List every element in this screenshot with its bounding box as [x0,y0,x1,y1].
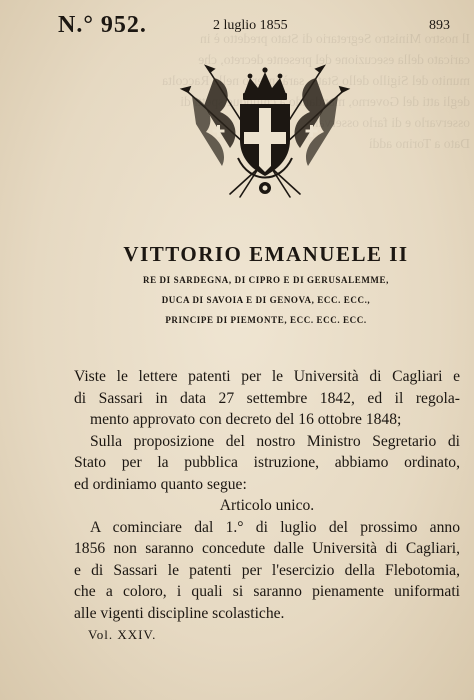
body-line: alle vigenti discipline scolastiche. [74,604,285,622]
article-heading: Articolo unico. [219,497,315,514]
body-line: Sulla proposizione del nostro Ministro Segretario di [90,432,460,450]
decree-date: 2 luglio 1855 [213,18,288,33]
savoy-crest-icon [180,62,350,212]
style-line: RE DI SARDEGNA, DI CIPRO E DI GERUSALEMME, [143,275,389,285]
body-line: ed ordiniamo quanto segue: [74,475,247,493]
body-line: Stato per la pubblica istruzione, abbiamo ordinato, [74,454,460,471]
page-header [58,12,458,42]
style-line: PRINCIPE DI PIEMONTE, ECC. ECC. ECC. [165,315,367,325]
decree-number: N.° 952. [58,12,147,38]
body-line: di Sassari in data 27 settembre 1842, ed il regola- [74,389,460,407]
style-line: DUCA DI SAVOIA E DI GENOVA, ECC. ECC., [161,295,371,305]
sovereign-styles [58,270,474,330]
bleed-through-text: Il nostro Ministro Segretario di Stato predetto è in caricato della esecuzione del presente decreto, che munito del Sigillo dello Stato, sarà inserto nella Raccolta degli atti del Governo, mandando a chiunque spetti di osservarlo e di farlo osservare. Dato a Torino addì [162,31,470,151]
body-line: Viste le lettere patenti per le Università di Cagliari e [74,368,460,385]
page-number: 893 [429,18,450,33]
body-line: 1856 non saranno concedute dalle Università di Cagliari, [74,540,460,557]
sovereign-block [0,242,474,330]
body-line: A cominciare dal 1.° di luglio del prossimo anno [90,518,460,536]
body-line: che a coloro, i quali si saranno pienamente uniformati [74,583,460,600]
body-line: mento approvato con decreto del 16 ottobre 1848; [90,411,402,428]
body-line: e di Sassari le patenti per l'esercizio della Flebotomia, [74,561,460,579]
decree-body [74,366,460,646]
sovereign-name: VITTORIO EMANUELE II [123,242,409,266]
volume-mark: Vol. XXIV. [88,627,157,642]
